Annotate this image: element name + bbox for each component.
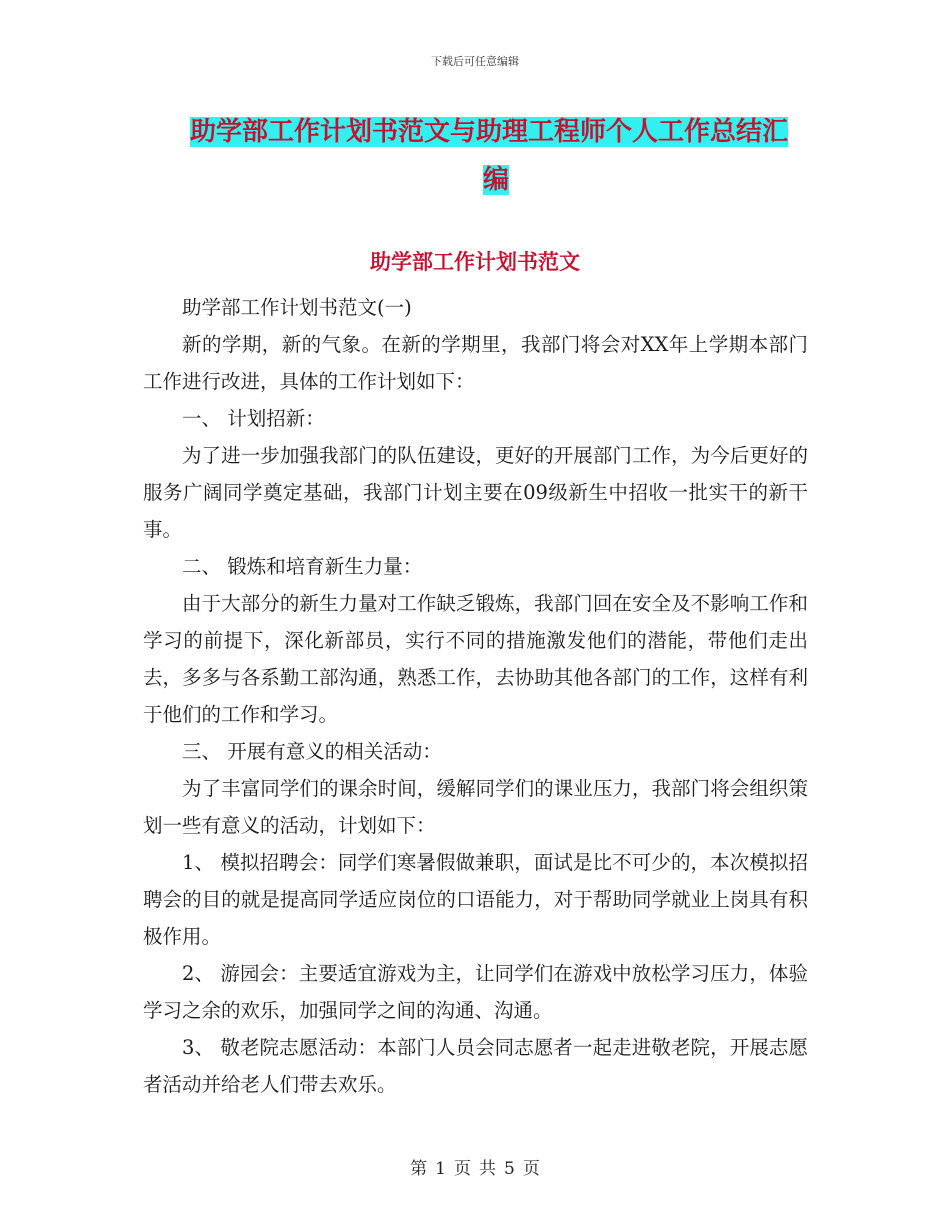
document-title-line-2-text: 编 [482, 165, 509, 195]
paragraph-training: 由于大部分的新生力量对工作缺乏锻炼，我部门回在安全及不影响工作和学习的前提下，深化新部员，实行不同的措施激发他们的潜能，带他们走出去，多多与各系勤工部沟通，熟悉工作，去协助其他各部门的工作，这样有利于他们的工作和学习。 [143, 592, 808, 726]
document-title [190, 108, 810, 204]
page-footer [0, 1154, 950, 1179]
footer-word-page: 第 [410, 1159, 428, 1179]
footer-word-unit-2: 页 [522, 1159, 540, 1179]
section-title: 助学部工作计划书范文 [370, 250, 580, 274]
paragraph-subtitle: 助学部工作计划书范文(一) [182, 296, 412, 319]
paragraph-activities: 为了丰富同学们的课余时间，缓解同学们的课业压力，我部门将会组织策划一些有意义的活动，计划如下： [143, 777, 808, 837]
paragraph-activity-2: 2、 游园会：主要适宜游戏为主，让同学们在游戏中放松学习压力，体验学习之余的欢乐，加强同学之间的沟通、沟通。 [143, 962, 808, 1022]
page-header-note: 下载后可任意编辑 [431, 55, 519, 68]
paragraph-intro: 新的学期，新的气象。在新的学期里，我部门将会对XX年上学期本部门工作进行改进，具体的工作计划如下： [143, 333, 808, 393]
footer-word-unit: 页 [454, 1159, 471, 1179]
paragraph-heading-training: 二、 锻炼和培育新生力量： [182, 555, 423, 578]
document-title-line-1-text: 助学部工作计划书范文与助理工程师个人工作总结汇 [190, 117, 789, 147]
document-title-line-2 [190, 156, 802, 204]
paragraph-heading-recruit: 一、 计划招新： [182, 407, 325, 430]
document-body [143, 289, 808, 1103]
footer-current-page: 1 [435, 1159, 446, 1179]
document-title-line-1 [190, 108, 810, 156]
paragraph-heading-activities: 三、 开展有意义的相关活动： [182, 740, 442, 763]
paragraph-recruit: 为了进一步加强我部门的队伍建设，更好的开展部门工作，为今后更好的服务广阔同学奠定基础，我部门计划主要在09级新生中招收一批实干的新干事。 [143, 444, 808, 541]
footer-total-pages: 5 [504, 1159, 515, 1179]
footer-word-total: 共 [479, 1159, 496, 1179]
paragraph-activity-1: 1、 模拟招聘会：同学们寒暑假做兼职，面试是比不可少的，本次模拟招聘会的目的就是提高同学适应岗位的口语能力，对于帮助同学就业上岗具有积极作用。 [143, 851, 808, 948]
paragraph-activity-3: 3、 敬老院志愿活动：本部门人员会同志愿者一起走进敬老院，开展志愿者活动并给老人们带去欢乐。 [143, 1036, 808, 1096]
